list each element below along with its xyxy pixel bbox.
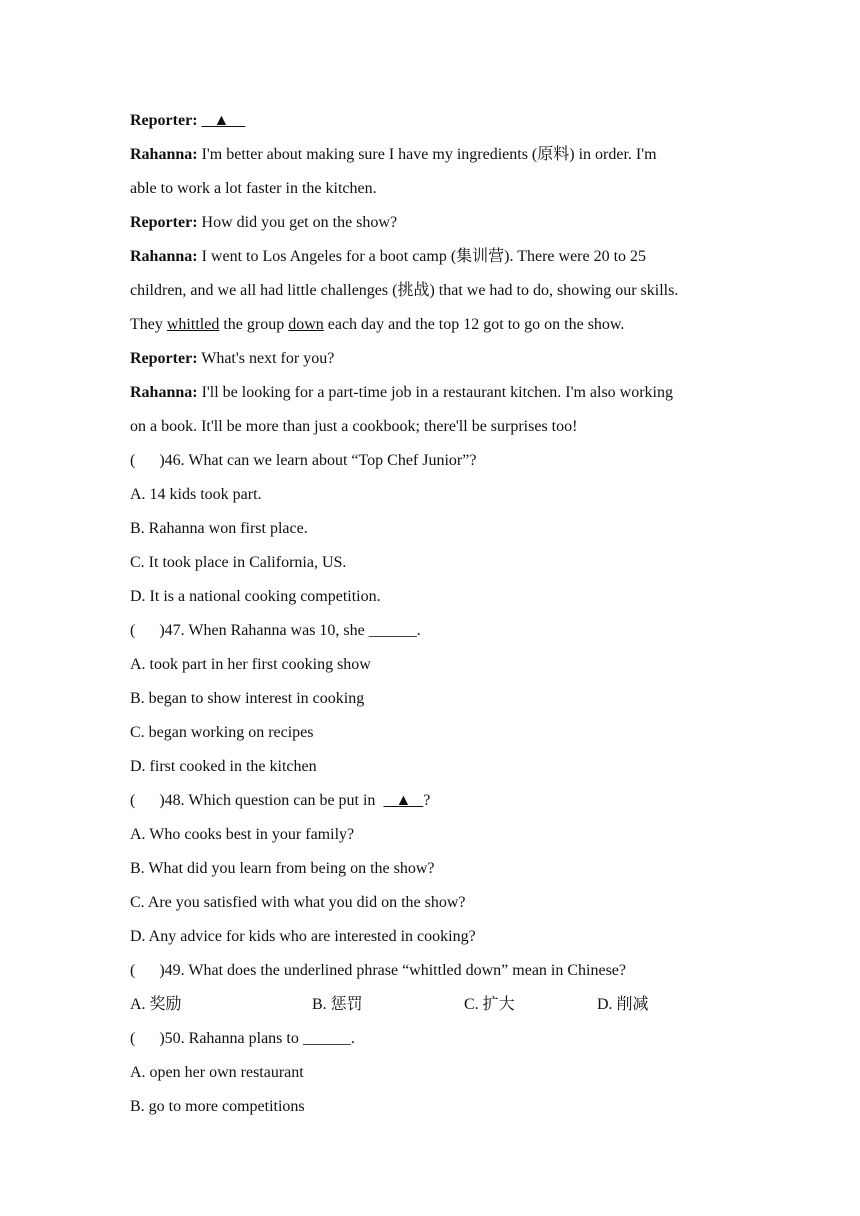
document-page [130,104,750,1124]
q48-option-a: A. Who cooks best in your family? [130,826,355,843]
q46-option-c: C. It took place in California, US. [130,554,347,571]
speaker-label: Reporter: [130,214,198,231]
text-segment: They [130,316,167,333]
dialogue-text-line: able to work a lot faster in the kitchen. [130,180,377,197]
question-47-stem: ( )47. When Rahanna was 10, she ______. [130,622,421,639]
q48-option-c: C. Are you satisfied with what you did on the show? [130,894,466,911]
underlined-word: down [288,316,324,333]
answer-blank: ▲ [201,112,246,129]
text-segment: each day and the top 12 got to go on the show. [323,316,625,333]
q47-option-c: C. began working on recipes [130,724,314,741]
question-48-stem [130,784,750,818]
q50-option-b: B. go to more competitions [130,1098,305,1115]
dialogue-reporter-2 [130,206,750,240]
q49-option-b: B. 惩罚 [312,996,363,1013]
question-46-stem: ( )46. What can we learn about “Top Chef Junior”? [130,452,477,469]
speaker-label: Reporter: [130,112,198,129]
dialogue-rahanna-1 [130,138,750,172]
dialogue-text: What's next for you? [197,350,335,367]
q47-option-d: D. first cooked in the kitchen [130,758,317,775]
q50-option-a: A. open her own restaurant [130,1064,304,1081]
dialogue-text: I went to Los Angeles for a boot camp (集训营). There were 20 to 25 [197,248,647,265]
text-segment: the group [219,316,289,333]
dialogue-text: How did you get on the show? [197,214,398,231]
stem-text: ? [423,792,431,809]
dialogue-text: I'll be looking for a part-time job in a restaurant kitchen. I'm also working [197,384,673,401]
q49-option-d: D. 削减 [597,996,649,1013]
answer-blank: ▲ [383,792,424,809]
q48-option-b: B. What did you learn from being on the show? [130,860,435,877]
q46-option-a: A. 14 kids took part. [130,486,262,503]
q47-option-b: B. began to show interest in cooking [130,690,365,707]
dialogue-reporter-1 [130,104,750,138]
dialogue-rahanna-2 [130,240,750,274]
dialogue-text-line: on a book. It'll be more than just a cookbook; there'll be surprises too! [130,418,578,435]
speaker-label: Rahanna: [130,384,198,401]
question-50-stem: ( )50. Rahanna plans to ______. [130,1030,355,1047]
speaker-label: Rahanna: [130,248,198,265]
stem-text: ( )48. Which question can be put in [130,792,384,809]
q46-option-b: B. Rahanna won first place. [130,520,308,537]
dialogue-text: I'm better about making sure I have my ingredients (原料) in order. I'm [197,146,657,163]
underlined-word: whittled [166,316,220,333]
question-49-stem: ( )49. What does the underlined phrase “whittled down” mean in Chinese? [130,962,627,979]
dialogue-text-line: children, and we all had little challenges (挑战) that we had to do, showing our skills. [130,282,679,299]
q49-option-a: A. 奖励 [130,996,182,1013]
speaker-label: Reporter: [130,350,198,367]
q47-option-a: A. took part in her first cooking show [130,656,371,673]
dialogue-reporter-3 [130,342,750,376]
speaker-label: Rahanna: [130,146,198,163]
q48-option-d: D. Any advice for kids who are interested in cooking? [130,928,476,945]
dialogue-text-line [130,308,750,342]
q49-options-row [130,988,750,1022]
dialogue-rahanna-3 [130,376,750,410]
q46-option-d: D. It is a national cooking competition. [130,588,381,605]
q49-option-c: C. 扩大 [464,996,515,1013]
